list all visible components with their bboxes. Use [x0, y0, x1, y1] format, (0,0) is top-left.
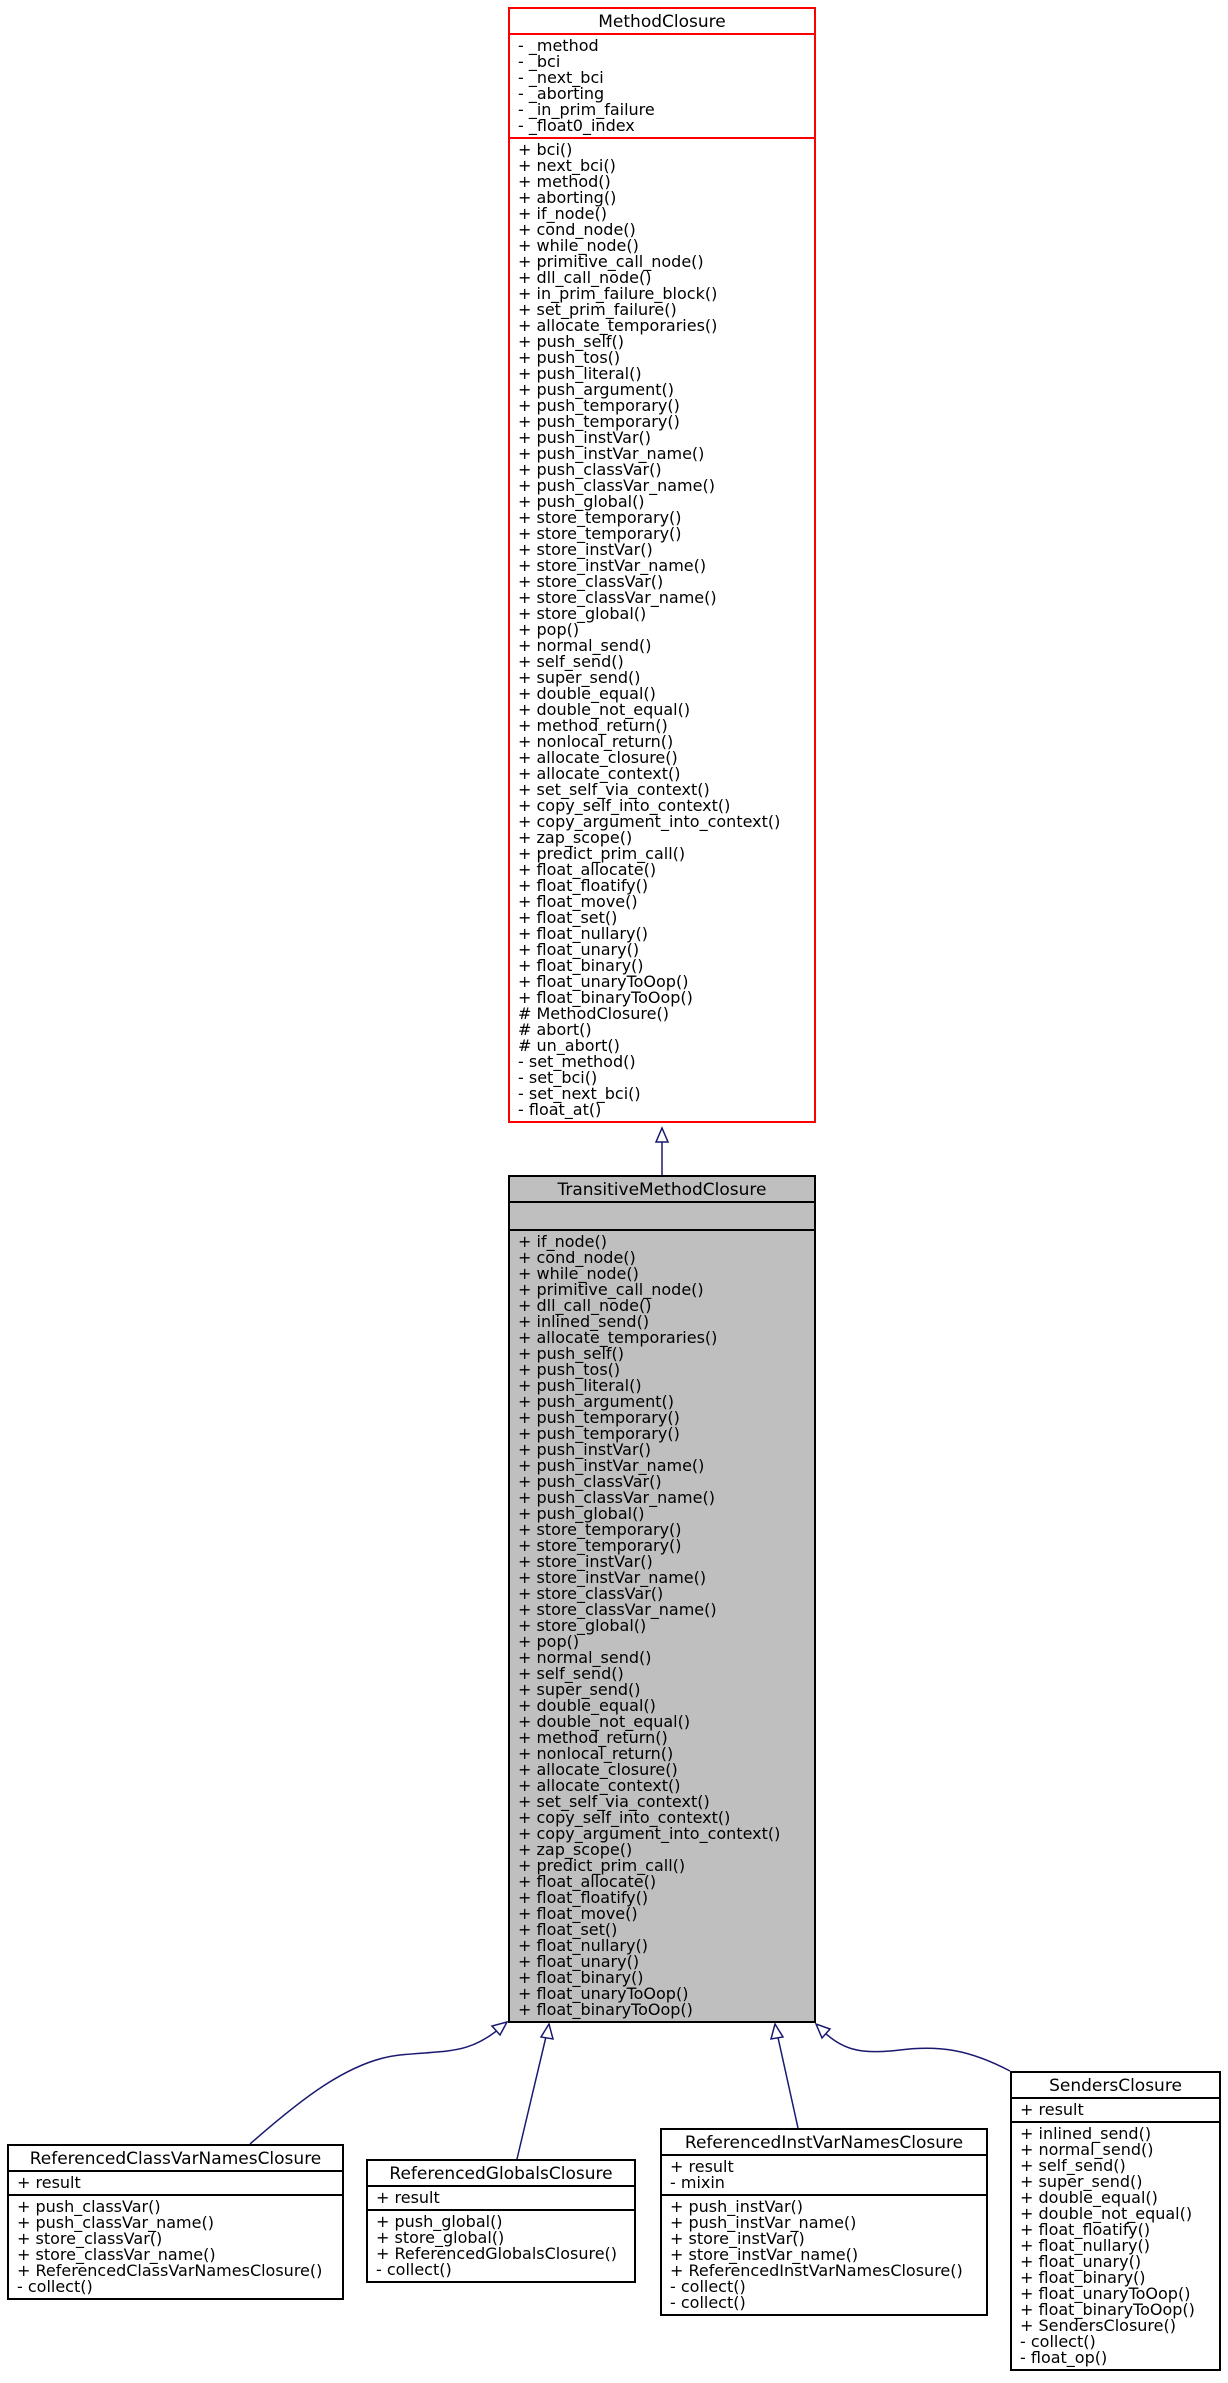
transitive-method-28: + super_send() [518, 1680, 641, 1699]
senders-method-3: + super_send() [1020, 2172, 1143, 2191]
transitive-method-18: + store_temporary() [518, 1520, 682, 1539]
method-closure-method-34: + double_equal() [518, 684, 656, 703]
method-closure-method-33: + super_send() [518, 668, 641, 687]
transitive-method-22: + store_classVar() [518, 1584, 664, 1603]
senders-method-1: + normal_send() [1020, 2140, 1154, 2159]
transitive-method-41: + float_floatify() [518, 1888, 649, 1907]
transitive-method-39: + predict_prim_call() [518, 1856, 686, 1875]
transitive-method-4: + dll_call_node() [518, 1296, 652, 1315]
transitive-method-19: + store_temporary() [518, 1536, 682, 1555]
methods-section [9, 2194, 342, 2298]
transitive-method-37: + copy_argument_into_context() [518, 1824, 781, 1843]
method-closure-method-50: + float_unary() [518, 940, 640, 959]
class-name: ReferencedGlobalsClosure [389, 2164, 613, 2184]
method-closure-method-36: + method_return() [518, 716, 668, 735]
method-closure-method-52: + float_unaryToOop() [518, 972, 689, 991]
transitive-method-23: + store_classVar_name() [518, 1600, 717, 1619]
instvar-attr-0: + result [670, 2157, 734, 2176]
edge-globals-to-transitive [517, 2024, 549, 2159]
arrowhead-method-closure [656, 1128, 668, 1142]
transitive-method-13: + push_instVar() [518, 1440, 652, 1459]
transitive-method-44: + float_nullary() [518, 1936, 648, 1955]
attributes-section [662, 2154, 986, 2194]
instvar-method-5: - collect() [670, 2277, 746, 2296]
transitive-method-24: + store_global() [518, 1616, 647, 1635]
method-closure-method-59: - set_next_bci() [518, 1084, 641, 1103]
class-referenced-inst-var-names-closure[interactable] [660, 2128, 988, 2316]
globals-attr-0: + result [376, 2188, 440, 2207]
transitive-method-25: + pop() [518, 1632, 580, 1651]
class-name: MethodClosure [598, 12, 726, 32]
method-closure-method-18: + push_instVar() [518, 428, 652, 447]
attributes-section [9, 2170, 342, 2194]
transitive-method-29: + double_equal() [518, 1696, 656, 1715]
instvar-attr-1: - mixin [670, 2173, 725, 2192]
method-closure-method-29: + store_global() [518, 604, 647, 623]
method-closure-attr-2: - _next_bci [518, 68, 604, 87]
method-closure-method-27: + store_classVar() [518, 572, 664, 591]
transitive-method-46: + float_binary() [518, 1968, 644, 1987]
class-name: TransitiveMethodClosure [557, 1180, 767, 1200]
senders-method-2: + self_send() [1020, 2156, 1126, 2175]
transitive-method-17: + push_global() [518, 1504, 645, 1523]
method-closure-method-38: + allocate_closure() [518, 748, 678, 767]
arrowhead-globals [541, 2024, 553, 2039]
method-closure-method-57: - set_method() [518, 1052, 636, 1071]
senders-method-10: + float_unaryToOop() [1020, 2284, 1191, 2303]
method-closure-method-3: + aborting() [518, 188, 617, 207]
transitive-method-35: + set_self_via_context() [518, 1792, 710, 1811]
methods-section [1012, 2121, 1219, 2369]
method-closure-method-42: + copy_argument_into_context() [518, 812, 781, 831]
method-closure-method-17: + push_temporary() [518, 412, 680, 431]
attributes-section [1012, 2097, 1219, 2121]
arrowhead-instvar [771, 2024, 783, 2039]
senders-method-14: - float_op() [1020, 2348, 1108, 2367]
senders-method-13: - collect() [1020, 2332, 1096, 2351]
method-closure-method-31: + normal_send() [518, 636, 652, 655]
method-closure-method-23: + store_temporary() [518, 508, 682, 527]
transitive-method-1: + cond_node() [518, 1248, 636, 1267]
transitive-method-30: + double_not_equal() [518, 1712, 691, 1731]
method-closure-method-16: + push_temporary() [518, 396, 680, 415]
globals-method-3: - collect() [376, 2260, 452, 2279]
transitive-method-8: + push_tos() [518, 1360, 621, 1379]
classvar-method-1: + push_classVar_name() [17, 2213, 214, 2232]
instvar-method-0: + push_instVar() [670, 2197, 804, 2216]
method-closure-method-8: + dll_call_node() [518, 268, 652, 287]
method-closure-method-32: + self_send() [518, 652, 624, 671]
method-closure-method-54: # MethodClosure() [518, 1004, 669, 1023]
method-closure-method-26: + store_instVar_name() [518, 556, 707, 575]
classvar-method-5: - collect() [17, 2277, 93, 2296]
globals-method-1: + store_global() [376, 2228, 505, 2247]
edge-classvar-to-transitive [250, 2024, 505, 2144]
instvar-method-3: + store_instVar_name() [670, 2245, 859, 2264]
method-closure-method-60: - float_at() [518, 1100, 602, 1119]
senders-method-11: + float_binaryToOop() [1020, 2300, 1195, 2319]
attributes-section [368, 2185, 634, 2209]
edge-instvar-to-transitive [775, 2024, 798, 2128]
transitive-method-38: + zap_scope() [518, 1840, 633, 1859]
method-closure-method-53: + float_binaryToOop() [518, 988, 693, 1007]
globals-method-2: + ReferencedGlobalsClosure() [376, 2244, 618, 2263]
transitive-method-16: + push_classVar_name() [518, 1488, 715, 1507]
transitive-method-7: + push_self() [518, 1344, 625, 1363]
method-closure-method-6: + while_node() [518, 236, 639, 255]
method-closure-method-45: + float_allocate() [518, 860, 657, 879]
transitive-method-47: + float_unaryToOop() [518, 1984, 689, 2003]
method-closure-attr-4: - _in_prim_failure [518, 100, 655, 119]
method-closure-method-24: + store_temporary() [518, 524, 682, 543]
senders-method-6: + float_floatify() [1020, 2220, 1151, 2239]
method-closure-method-12: + push_self() [518, 332, 625, 351]
method-closure-method-20: + push_classVar() [518, 460, 662, 479]
method-closure-method-43: + zap_scope() [518, 828, 633, 847]
method-closure-method-41: + copy_self_into_context() [518, 796, 731, 815]
methods-section [662, 2194, 986, 2314]
method-closure-method-5: + cond_node() [518, 220, 636, 239]
attributes-section [510, 33, 814, 137]
senders-method-4: + double_equal() [1020, 2188, 1158, 2207]
method-closure-method-35: + double_not_equal() [518, 700, 691, 719]
transitive-method-14: + push_instVar_name() [518, 1456, 705, 1475]
method-closure-method-55: # abort() [518, 1020, 592, 1039]
method-closure-method-58: - set_bci() [518, 1068, 598, 1087]
classvar-method-4: + ReferencedClassVarNamesClosure() [17, 2261, 323, 2280]
method-closure-method-15: + push_argument() [518, 380, 674, 399]
method-closure-method-1: + next_bci() [518, 156, 616, 175]
instvar-method-2: + store_instVar() [670, 2229, 805, 2248]
method-closure-method-25: + store_instVar() [518, 540, 653, 559]
transitive-method-2: + while_node() [518, 1264, 639, 1283]
transitive-method-36: + copy_self_into_context() [518, 1808, 731, 1827]
senders-method-0: + inlined_send() [1020, 2124, 1152, 2143]
class-senders-closure[interactable] [1010, 2071, 1221, 2371]
method-closure-method-14: + push_literal() [518, 364, 642, 383]
transitive-method-34: + allocate_context() [518, 1776, 681, 1795]
method-closure-method-4: + if_node() [518, 204, 607, 223]
senders-method-12: + SendersClosure() [1020, 2316, 1176, 2335]
method-closure-method-21: + push_classVar_name() [518, 476, 715, 495]
method-closure-method-40: + set_self_via_context() [518, 780, 710, 799]
transitive-method-11: + push_temporary() [518, 1408, 680, 1427]
transitive-method-33: + allocate_closure() [518, 1760, 678, 1779]
instvar-method-1: + push_instVar_name() [670, 2213, 857, 2232]
method-closure-method-51: + float_binary() [518, 956, 644, 975]
transitive-method-9: + push_literal() [518, 1376, 642, 1395]
transitive-method-0: + if_node() [518, 1232, 607, 1251]
attributes-section [510, 1201, 814, 1229]
method-closure-method-37: + nonlocal_return() [518, 732, 674, 751]
class-transitive-method-closure[interactable] [508, 1175, 816, 2023]
methods-section [368, 2209, 634, 2281]
senders-method-8: + float_unary() [1020, 2252, 1142, 2271]
transitive-method-10: + push_argument() [518, 1392, 674, 1411]
globals-method-0: + push_global() [376, 2212, 503, 2231]
class-name: SendersClosure [1049, 2076, 1182, 2096]
classvar-attr-0: + result [17, 2173, 81, 2192]
transitive-method-45: + float_unary() [518, 1952, 640, 1971]
transitive-method-26: + normal_send() [518, 1648, 652, 1667]
classvar-method-3: + store_classVar_name() [17, 2245, 216, 2264]
method-closure-method-22: + push_global() [518, 492, 645, 511]
transitive-method-5: + inlined_send() [518, 1312, 650, 1331]
transitive-method-48: + float_binaryToOop() [518, 2000, 693, 2019]
method-closure-method-28: + store_classVar_name() [518, 588, 717, 607]
class-name: ReferencedClassVarNamesClosure [29, 2149, 322, 2169]
method-closure-attr-5: - _float0_index [518, 116, 635, 135]
transitive-method-31: + method_return() [518, 1728, 668, 1747]
methods-section [510, 137, 814, 1121]
instvar-method-6: - collect() [670, 2293, 746, 2312]
method-closure-method-49: + float_nullary() [518, 924, 648, 943]
transitive-method-43: + float_set() [518, 1920, 618, 1939]
method-closure-method-7: + primitive_call_node() [518, 252, 704, 271]
method-closure-method-2: + method() [518, 172, 611, 191]
transitive-method-32: + nonlocal_return() [518, 1744, 674, 1763]
transitive-method-21: + store_instVar_name() [518, 1568, 707, 1587]
method-closure-attr-3: - _aborting [518, 84, 605, 103]
method-closure-method-9: + in_prim_failure_block() [518, 284, 718, 303]
senders-method-5: + double_not_equal() [1020, 2204, 1193, 2223]
method-closure-method-30: + pop() [518, 620, 580, 639]
method-closure-attr-1: - _bci [518, 52, 561, 71]
edge-senders-to-transitive [818, 2026, 1010, 2071]
method-closure-method-56: # un_abort() [518, 1036, 620, 1055]
class-referenced-globals-closure[interactable] [366, 2159, 636, 2283]
transitive-method-42: + float_move() [518, 1904, 638, 1923]
transitive-method-40: + float_allocate() [518, 1872, 657, 1891]
instvar-method-4: + ReferencedInstVarNamesClosure() [670, 2261, 963, 2280]
transitive-method-15: + push_classVar() [518, 1472, 662, 1491]
method-closure-method-19: + push_instVar_name() [518, 444, 705, 463]
method-closure-method-0: + bci() [518, 140, 573, 159]
senders-method-9: + float_binary() [1020, 2268, 1146, 2287]
classvar-method-0: + push_classVar() [17, 2197, 161, 2216]
senders-method-7: + float_nullary() [1020, 2236, 1150, 2255]
methods-section [510, 1229, 814, 2021]
senders-attr-0: + result [1020, 2100, 1084, 2119]
method-closure-method-44: + predict_prim_call() [518, 844, 686, 863]
class-method-closure[interactable] [508, 7, 816, 1123]
method-closure-method-13: + push_tos() [518, 348, 621, 367]
class-name: ReferencedInstVarNamesClosure [684, 2133, 964, 2153]
transitive-method-27: + self_send() [518, 1664, 624, 1683]
method-closure-method-46: + float_floatify() [518, 876, 649, 895]
class-referenced-class-var-names-closure[interactable] [7, 2144, 344, 2300]
transitive-method-6: + allocate_temporaries() [518, 1328, 718, 1347]
method-closure-method-48: + float_set() [518, 908, 618, 927]
method-closure-method-10: + set_prim_failure() [518, 300, 677, 319]
transitive-method-20: + store_instVar() [518, 1552, 653, 1571]
method-closure-method-47: + float_move() [518, 892, 638, 911]
transitive-method-3: + primitive_call_node() [518, 1280, 704, 1299]
method-closure-method-11: + allocate_temporaries() [518, 316, 718, 335]
classvar-method-2: + store_classVar() [17, 2229, 163, 2248]
method-closure-method-39: + allocate_context() [518, 764, 681, 783]
transitive-method-12: + push_temporary() [518, 1424, 680, 1443]
method-closure-attr-0: - _method [518, 36, 599, 55]
